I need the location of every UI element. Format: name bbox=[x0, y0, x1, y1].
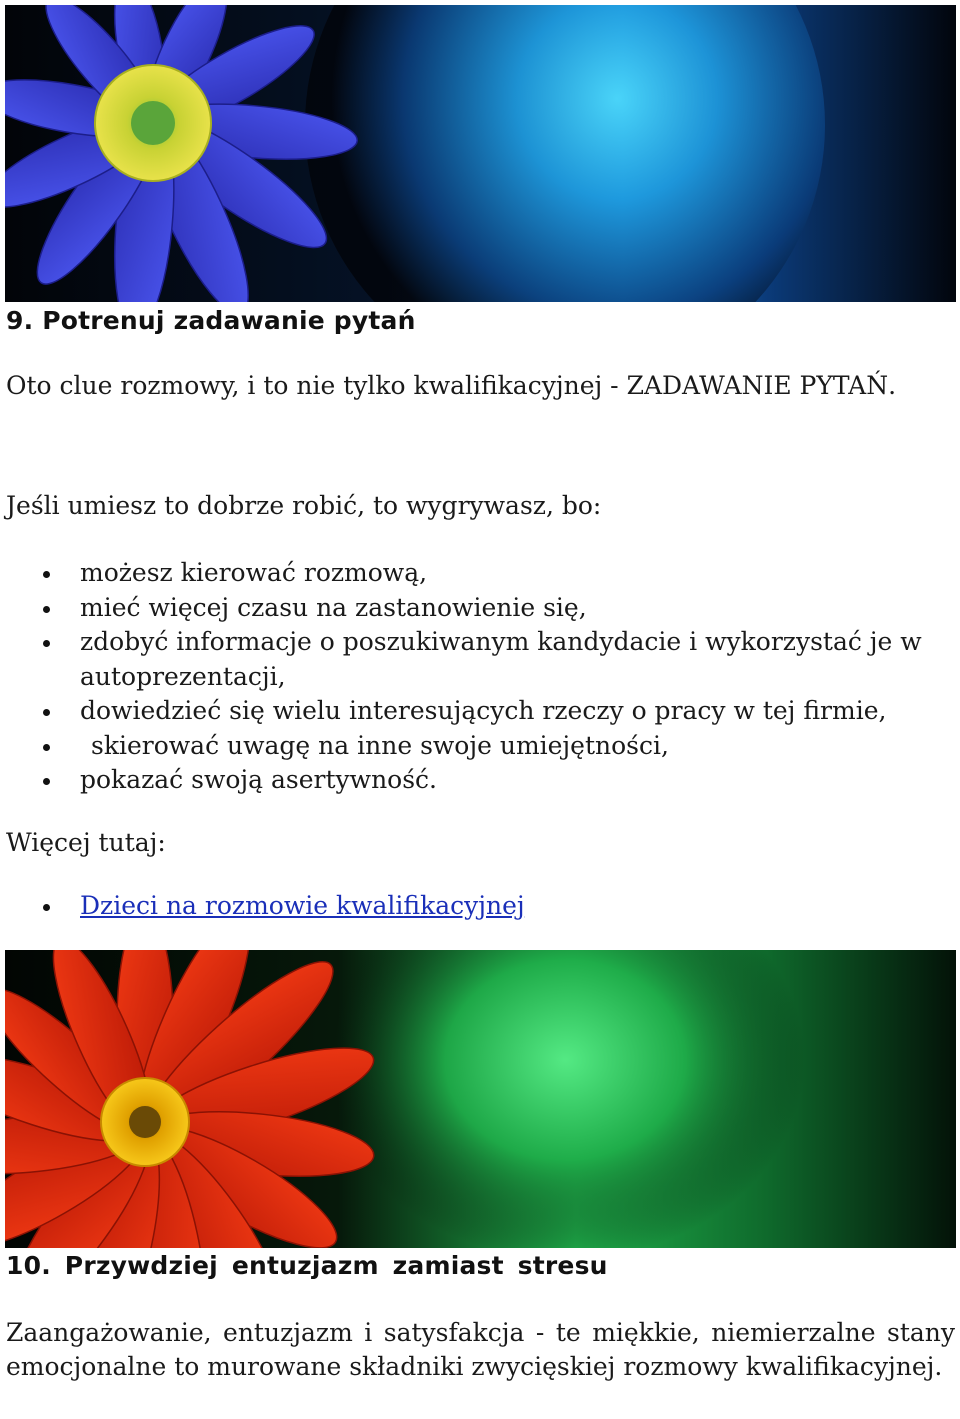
list-item: mieć więcej czasu na zastanowienie się, bbox=[0, 591, 955, 626]
lead-paragraph: Jeśli umiesz to dobrze robić, to wygrywasz, bo: bbox=[6, 491, 602, 520]
links-list bbox=[0, 889, 955, 924]
red-flower-image bbox=[5, 950, 956, 1248]
children-interview-link[interactable]: Dzieci na rozmowie kwalifikacyjnej bbox=[80, 891, 525, 920]
list-item: możesz kierować rozmową, bbox=[0, 556, 955, 591]
list-item bbox=[0, 889, 955, 924]
list-item: pokazać swoją asertywność. bbox=[0, 763, 955, 798]
benefits-list bbox=[0, 556, 955, 798]
closing-paragraph: Zaangażowanie, entuzjazm i satysfakcja - te miękkie, niemierzalne stany emocjonalne to murowane składniki zwycięskiej rozmowy kwalifikacyjnej. bbox=[6, 1318, 955, 1381]
section-10-heading: 10. Przywdziej entuzjazm zamiast stresu bbox=[6, 1251, 608, 1280]
section-9-heading: 9. Potrenuj zadawanie pytań bbox=[6, 306, 416, 335]
more-label: Więcej tutaj: bbox=[6, 828, 166, 857]
list-item: zdobyć informacje o poszukiwanym kandydacie i wykorzystać je w autoprezentacji, bbox=[0, 625, 955, 694]
list-item: skierować uwagę na inne swoje umiejętności, bbox=[0, 729, 955, 764]
list-item: dowiedzieć się wielu interesujących rzeczy o pracy w tej firmie, bbox=[0, 694, 955, 729]
blue-flower-image bbox=[5, 5, 956, 302]
intro-paragraph: Oto clue rozmowy, i to nie tylko kwalifikacyjnej - ZADAWANIE PYTAŃ. bbox=[6, 371, 897, 400]
